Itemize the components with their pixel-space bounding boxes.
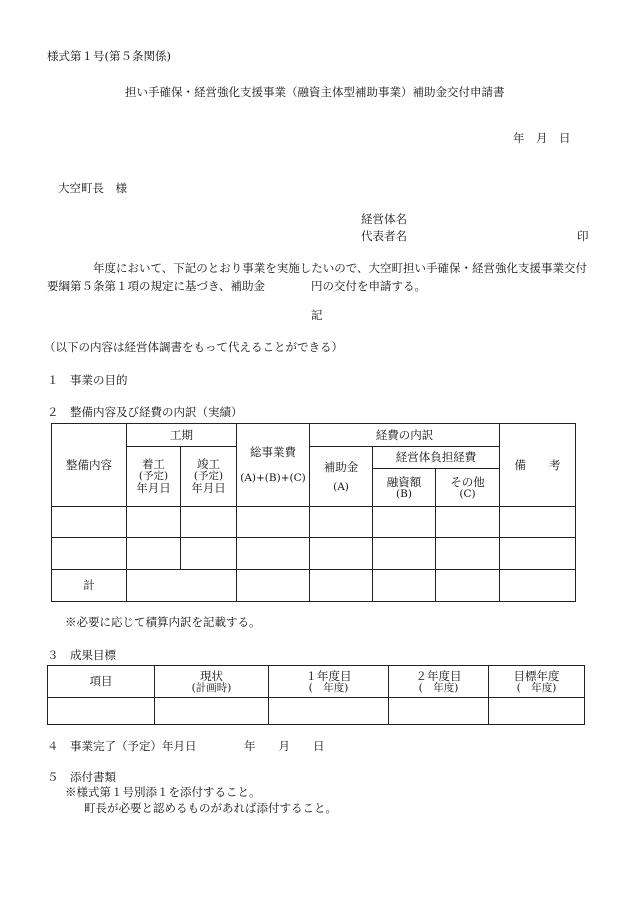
table-row (52, 507, 576, 538)
section2-title: ２ 整備内容及び経費の内訳（実績） (47, 405, 243, 419)
section2-footnote: ※必要に応じて積算内訳を記載する。 (65, 615, 261, 629)
header-other-code: (C) (459, 487, 476, 500)
header-start-date: 年月日 (136, 481, 171, 495)
table-cell[interactable] (500, 538, 576, 570)
header-total-formula: (A)+(B)+(C) (240, 472, 306, 484)
section5-title: ５ 添付書類 (47, 770, 116, 784)
table-cell[interactable] (436, 507, 500, 538)
table-cell[interactable] (127, 570, 237, 602)
header-end-date: 年月日 (191, 481, 226, 495)
table-cell[interactable] (500, 507, 576, 538)
goal-header-year1-sub: ( 年度) (308, 681, 349, 694)
table-cell[interactable] (373, 538, 436, 570)
goal-header-target-sub: ( 年度) (516, 681, 557, 694)
table-cell[interactable] (310, 570, 373, 602)
table-cell[interactable] (373, 507, 436, 538)
header-start (127, 447, 181, 507)
header-subsidy-label: 補助金 (323, 459, 359, 474)
goal-header-current-sub: (計画時) (191, 681, 232, 694)
section1-title: １ 事業の目的 (47, 373, 128, 387)
goal-header-year2-main: ２年度目 (415, 668, 462, 683)
header-other-label: その他 (450, 474, 485, 489)
goal-header-year1 (269, 666, 389, 698)
table-cell[interactable] (436, 538, 500, 570)
header-other (436, 469, 500, 507)
goal-header-item: 項目 (48, 666, 155, 698)
goal-header-current-main: 現状 (200, 668, 223, 683)
goal-table (47, 665, 585, 725)
header-start-sub: (予定) (138, 470, 169, 482)
total-row-label: 計 (52, 570, 127, 602)
table-cell[interactable] (310, 538, 373, 570)
goal-header-year2-sub: ( 年度) (418, 681, 459, 694)
header-remarks: 備 考 (500, 424, 576, 507)
table-cell[interactable] (237, 507, 310, 538)
table-total-row (52, 570, 576, 602)
table-cell[interactable] (52, 538, 127, 570)
addressee: 大空町長 様 (58, 181, 127, 195)
form-number: 様式第１号(第５条関係) (47, 49, 171, 63)
attachment-line-1: ※様式第１号別添１を添付すること。 (65, 785, 261, 799)
representative-label: 代表者名 (361, 229, 407, 243)
document-title: 担い手確保・経営強化支援事業（融資主体型補助事業）補助金交付申請書 (125, 85, 505, 99)
expense-table (51, 423, 576, 602)
header-period: 工期 (127, 424, 237, 447)
body-text-part1: 年度において、下記のとおり事業を実施したいので、大空町担い手確保・経営強化支援事業交付要綱第５条第１項の規定に基づき、補助金 (47, 261, 588, 293)
goal-header-target (489, 666, 585, 698)
table-cell[interactable] (127, 507, 181, 538)
table-cell[interactable] (310, 507, 373, 538)
seal-mark: 印 (577, 229, 589, 243)
table-cell[interactable] (489, 698, 585, 725)
table-cell[interactable] (389, 698, 489, 725)
goal-header-year1-main: １年度目 (305, 668, 352, 683)
body-paragraph (47, 259, 592, 295)
goal-header-year2 (389, 666, 489, 698)
table-cell[interactable] (237, 538, 310, 570)
table-cell[interactable] (500, 570, 576, 602)
header-subsidy-code: (A) (333, 480, 349, 493)
table-cell[interactable] (155, 698, 269, 725)
header-subsidy (310, 447, 373, 507)
header-start-main: 着工 (142, 457, 165, 471)
date-line: 年 月 日 (513, 131, 571, 145)
table-cell[interactable] (373, 570, 436, 602)
attachment-line-2: 町長が必要と認めるものがあれば添付すること。 (84, 801, 337, 815)
goal-header-target-main: 目標年度 (513, 668, 560, 683)
header-loan-code: (B) (396, 487, 412, 500)
table-cell[interactable] (52, 507, 127, 538)
header-own-burden: 経営体負担経費 (373, 447, 500, 469)
table-cell[interactable] (436, 570, 500, 602)
header-total-label: 総事業費 (250, 445, 296, 459)
goal-header-current (155, 666, 269, 698)
table-cell[interactable] (269, 698, 389, 725)
table-row (48, 698, 585, 725)
header-end-main: 竣工 (197, 457, 220, 471)
table-cell[interactable] (237, 570, 310, 602)
header-end (181, 447, 237, 507)
table-cell[interactable] (181, 538, 237, 570)
header-loan (373, 469, 436, 507)
header-total (237, 424, 310, 507)
table-cell[interactable] (181, 507, 237, 538)
header-loan-label: 融資額 (386, 474, 422, 489)
header-breakdown: 経費の内訳 (310, 424, 500, 447)
section3-title: ３ 成果目標 (47, 648, 116, 662)
body-text-part2: 円の交付を申請する。 (311, 279, 427, 293)
completion-date: 年 月 日 (244, 739, 325, 753)
table-cell[interactable] (127, 538, 181, 570)
ki-heading: 記 (311, 308, 323, 322)
table-cell[interactable] (48, 698, 155, 725)
table-row (52, 538, 576, 570)
entity-name-label: 経営体名 (361, 212, 407, 226)
substitution-note: （以下の内容は経営体調書をもって代えることができる） (44, 340, 343, 354)
section4-title: ４ 事業完了（予定）年月日 (47, 739, 197, 753)
header-item: 整備内容 (52, 424, 127, 507)
header-end-sub: (予定) (193, 470, 224, 482)
